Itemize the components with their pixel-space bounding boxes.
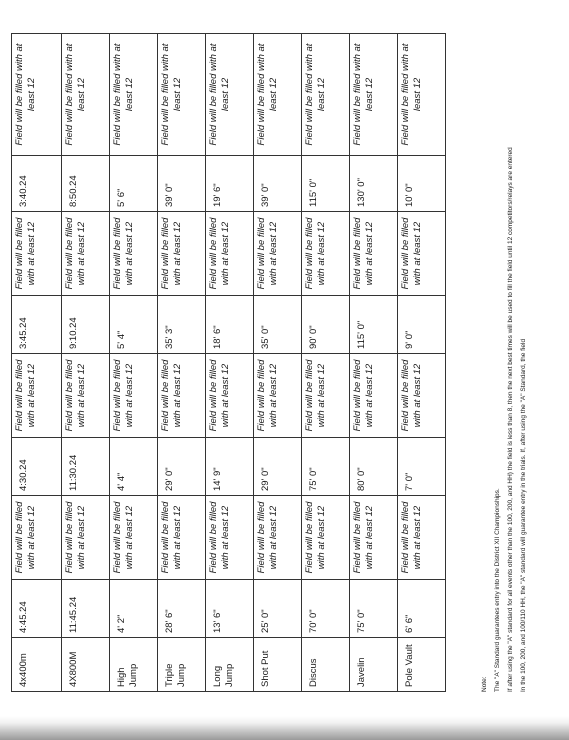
event-name: Pole Vault: [398, 638, 446, 692]
standard-mark: 130' 0": [350, 156, 398, 212]
standard-mark: 75' 0": [302, 438, 350, 496]
standard-mark: 7' 0": [398, 438, 446, 496]
field-fill-note: Field will be filled with at least 12: [398, 212, 446, 296]
field-fill-note: Field will be filled with at least 12: [110, 212, 158, 296]
event-name: 4x400m: [12, 638, 62, 692]
standard-mark: 4' 4": [110, 438, 158, 496]
event-name: 4X800M: [62, 638, 110, 692]
standard-mark: 14' 9": [206, 438, 254, 496]
field-fill-note: Field will be filled with at least 12: [398, 354, 446, 438]
field-fill-note: Field will be filled with at least 12: [110, 34, 158, 156]
standard-mark: 75' 0": [350, 580, 398, 638]
field-fill-note: Field will be filled with at least 12: [62, 496, 110, 580]
field-fill-note: Field will be filled with at least 12: [302, 34, 350, 156]
field-fill-note: Field will be filled with at least 12: [398, 34, 446, 156]
standard-mark: 8:50.24: [62, 156, 110, 212]
standard-mark: 11:30.24: [62, 438, 110, 496]
event-row: [302, 34, 350, 692]
field-fill-note: Field will be filled with at least 12: [254, 34, 302, 156]
field-fill-note: Field will be filled with at least 12: [110, 354, 158, 438]
field-fill-note: Field will be filled with at least 12: [12, 212, 62, 296]
field-fill-note: Field will be filled with at least 12: [12, 34, 62, 156]
note-line-2: If after using the "A" standard for all events other than the 100, 200, and HH) the field is less than 8, then the next best times will be used to fill the field until 12 competitors/relays are entered: [507, 147, 514, 692]
field-fill-note: Field will be filled with at least 12: [254, 496, 302, 580]
qualifying-standards-table: [11, 33, 446, 692]
standard-mark: 29' 0": [254, 438, 302, 496]
standard-mark: 29' 0": [158, 438, 206, 496]
event-row: [254, 34, 302, 692]
standard-mark: 19' 6": [206, 156, 254, 212]
standard-mark: 5' 4": [110, 296, 158, 354]
field-fill-note: Field will be filled with at least 12: [206, 496, 254, 580]
standard-mark: 3:45.24: [12, 296, 62, 354]
standard-mark: 39' 0": [254, 156, 302, 212]
standard-mark: 5' 6": [110, 156, 158, 212]
standard-mark: 35' 0": [254, 296, 302, 354]
event-row: [158, 34, 206, 692]
standard-mark: 6' 6": [398, 580, 446, 638]
standard-mark: 10' 0": [398, 156, 446, 212]
field-fill-note: Field will be filled with at least 12: [350, 34, 398, 156]
field-fill-note: Field will be filled with at least 12: [206, 212, 254, 296]
standard-mark: 4:30.24: [12, 438, 62, 496]
field-fill-note: Field will be filled with at least 12: [12, 496, 62, 580]
standard-mark: 28' 6": [158, 580, 206, 638]
standard-mark: 4:45.24: [12, 580, 62, 638]
event-name: Discus: [302, 638, 350, 692]
standard-mark: 35' 3": [158, 296, 206, 354]
standard-mark: 115' 0": [350, 296, 398, 354]
standard-mark: 4' 2": [110, 580, 158, 638]
standard-mark: 115' 0": [302, 156, 350, 212]
field-fill-note: Field will be filled with at least 12: [158, 212, 206, 296]
field-fill-note: Field will be filled with at least 12: [62, 354, 110, 438]
standard-mark: 80' 0": [350, 438, 398, 496]
field-fill-note: Field will be filled with at least 12: [254, 212, 302, 296]
note-line-1: The "A" Standard guarantees entry into the District XII Championships.: [494, 488, 501, 692]
field-fill-note: Field will be filled with at least 12: [158, 34, 206, 156]
standard-mark: 18' 6": [206, 296, 254, 354]
field-fill-note: Field will be filled with at least 12: [350, 354, 398, 438]
field-fill-note: Field will be filled with at least 12: [110, 496, 158, 580]
field-fill-note: Field will be filled with at least 12: [158, 354, 206, 438]
notes-section: [478, 12, 530, 692]
standard-mark: 9:10.24: [62, 296, 110, 354]
field-fill-note: Field will be filled with at least 12: [206, 34, 254, 156]
standard-mark: 3:40.24: [12, 156, 62, 212]
event-row: [110, 34, 158, 692]
standard-mark: 11:45.24: [62, 580, 110, 638]
standard-mark: 9' 0": [398, 296, 446, 354]
field-fill-note: Field will be filled with at least 12: [350, 496, 398, 580]
event-row: [62, 34, 110, 692]
standard-mark: 70' 0": [302, 580, 350, 638]
event-row: [398, 34, 446, 692]
field-fill-note: Field will be filled with at least 12: [12, 354, 62, 438]
event-name: Javelin: [350, 638, 398, 692]
event-name: Shot Put: [254, 638, 302, 692]
standard-mark: 90' 0": [302, 296, 350, 354]
field-fill-note: Field will be filled with at least 12: [350, 212, 398, 296]
standard-mark: 25' 0": [254, 580, 302, 638]
event-row: [12, 34, 62, 692]
field-fill-note: Field will be filled with at least 12: [62, 34, 110, 156]
field-fill-note: Field will be filled with at least 12: [302, 496, 350, 580]
note-line-3: In the 100, 200, and 100/110 HH, the "A" standard will guarantee entry in the trials. If, after using the "A" Standard, the field: [520, 338, 527, 692]
field-fill-note: Field will be filled with at least 12: [398, 496, 446, 580]
field-fill-note: Field will be filled with at least 12: [158, 496, 206, 580]
field-fill-note: Field will be filled with at least 12: [302, 212, 350, 296]
event-row: [206, 34, 254, 692]
field-fill-note: Field will be filled with at least 12: [254, 354, 302, 438]
standard-mark: 13' 6": [206, 580, 254, 638]
field-fill-note: Field will be filled with at least 12: [206, 354, 254, 438]
event-name: High Jump: [110, 638, 158, 692]
standard-mark: 39' 0": [158, 156, 206, 212]
field-fill-note: Field will be filled with at least 12: [62, 212, 110, 296]
field-fill-note: Field will be filled with at least 12: [302, 354, 350, 438]
event-name: Triple Jump: [158, 638, 206, 692]
event-row: [350, 34, 398, 692]
notes-heading: Note:: [481, 676, 488, 692]
event-name: Long Jump: [206, 638, 254, 692]
